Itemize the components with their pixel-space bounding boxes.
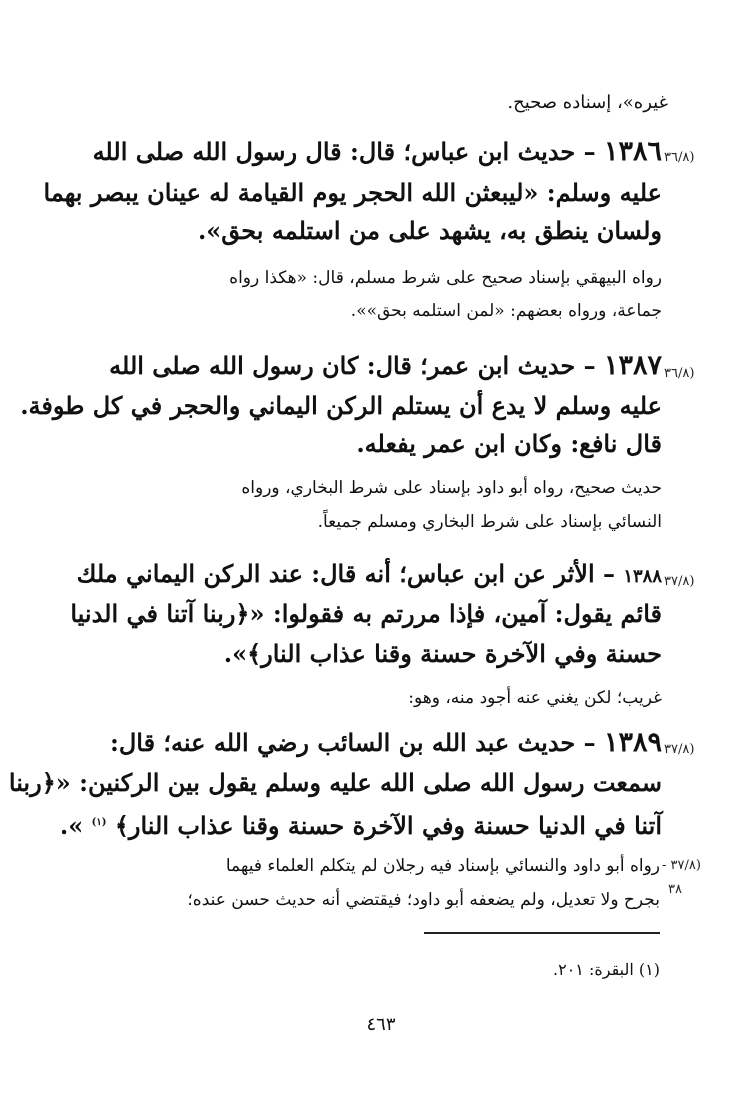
note-1386-line-1: رواه البيهقي بإسناد صحيح على شرط مسلم، قال: «هكذا رواه [229,268,662,288]
hadith-1386-number: ١٣٨٦ [603,136,662,167]
hadith-1388-line-1: – الأثر عن ابن عباس؛ أنه قال: عند الركن اليماني ملك [76,559,615,588]
hadith-1388-number: ١٣٨٨ [623,566,662,587]
hadith-1387-line-1: – حديث ابن عمر؛ قال: كان رسول الله صلى الله [109,351,596,380]
hadith-1388-first-line [76,554,662,597]
hadith-1386-line-3: ولسان ينطق به، يشهد على من استلمه بحق». [197,216,662,245]
reference-1386: (٣٦/٨ [664,150,695,165]
note-1387-line-1: حديث صحيح، رواه أبو داود بإسناد على شرط البخاري، ورواه [241,478,662,498]
reference-1387: (٣٦/٨ [664,366,695,381]
hadith-1387-number: ١٣٨٧ [603,350,662,381]
footnote-divider [424,932,660,934]
note-1389-line-1: رواه أبو داود والنسائي بإسناد فيه رجلان لم يتكلم العلماء فيهما [225,856,660,876]
hadith-1387-line-3: قال نافع: وكان ابن عمر يفعله. [356,429,662,458]
footnote-text: (١) البقرة: ٢٠١. [553,960,660,979]
note-1387-line-2: النسائي بإسناد على شرط البخاري ومسلم جميعاً. [317,512,662,532]
hadith-1388-line-2: قائم يقول: آمين، فإذا مررتم به فقولوا: «﴿ربنا آتنا في الدنيا [70,599,662,628]
note-1386-line-2: جماعة، ورواه بعضهم: «لمن استلمه بحق»». [350,301,662,321]
hadith-1389-line-2: سمعت رسول الله صلى الله عليه وسلم يقول بين الركنين: «﴿ربنا [8,768,662,797]
hadith-1387-first-line [92,346,662,386]
note-1389-reference-line-1: (٣٧/٨ - [662,858,701,873]
hadith-1386-line-1: – حديث ابن عباس؛ قال: قال رسول الله صلى الله [92,137,596,166]
continuation-line: غيره»، إسناده صحيح. [507,92,668,113]
hadith-1389-line-3-text: آتنا في الدنيا حسنة وفي الآخرة حسنة وقنا عذاب النار﴾ [114,811,662,840]
hadith-1387-line-2: عليه وسلم لا يدع أن يستلم الركن اليماني والحجر في كل طوفة. [20,391,662,420]
note-1389-reference-line-2: ٣٨ [668,882,682,897]
page-number: ٤٦٣ [366,1014,396,1035]
hadith-1389-closing-mark: ». [59,811,84,840]
hadith-1389-line-1: – حديث عبد الله بن السائب رضي الله عنه؛ قال: [109,728,596,757]
reference-1389: (٣٧/٨ [664,742,695,757]
hadith-1389-number: ١٣٨٩ [603,727,662,758]
hadith-1386-line-2: عليه وسلم: «ليبعثن الله الحجر يوم القيامة له عينان يبصر بهما [43,178,662,207]
reference-1388: (٣٧/٨ [664,574,695,589]
footnote-marker: (١) [91,817,107,828]
hadith-1386-first-line [90,132,662,172]
hadith-1388-line-3: حسنة وفي الآخرة حسنة وقنا عذاب النار﴾». [223,639,662,668]
note-1388-line-1: غريب؛ لكن يغني عنه أجود منه، وهو: [408,688,662,708]
note-1389-line-2: بجرح ولا تعديل، ولم يضعفه أبو داود؛ فيقتضي أنه حديث حسن عنده؛ [187,890,660,910]
hadith-1389-first-line [94,723,662,763]
hadith-1389-line-3 [59,803,662,846]
